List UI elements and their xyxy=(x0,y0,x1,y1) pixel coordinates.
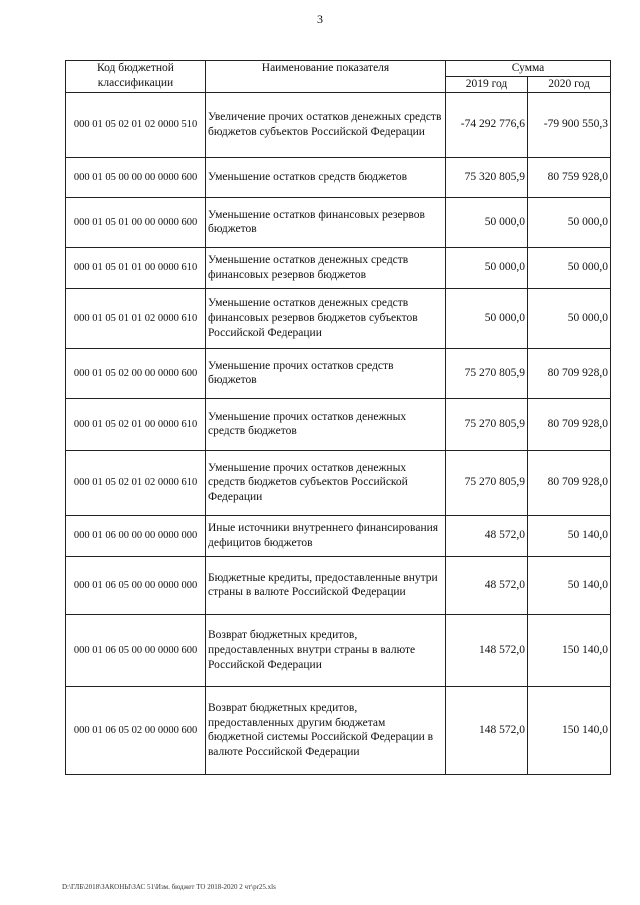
row-code: 000 01 06 05 00 00 0000 600 xyxy=(66,614,206,686)
row-name: Уменьшение остатков средств бюджетов xyxy=(206,157,446,197)
table-row xyxy=(66,398,611,450)
row-value-2020: 50 140,0 xyxy=(528,556,611,614)
row-value-2020: 50 140,0 xyxy=(528,515,611,556)
row-code: 000 01 05 01 01 02 0000 610 xyxy=(66,288,206,348)
row-value-2020: 80 709 928,0 xyxy=(528,348,611,398)
row-value-2019: 48 572,0 xyxy=(446,515,528,556)
row-code: 000 01 05 01 01 00 0000 610 xyxy=(66,247,206,288)
table-row xyxy=(66,556,611,614)
row-value-2020: 50 000,0 xyxy=(528,288,611,348)
header-name: Наименование показателя xyxy=(206,61,446,93)
row-name: Возврат бюджетных кредитов, предоставленных другим бюджетам бюджетной системы Российской Федерации в валюте Российской Федерации xyxy=(206,686,446,774)
row-value-2019: 50 000,0 xyxy=(446,288,528,348)
budget-table xyxy=(65,60,611,775)
row-code: 000 01 05 02 00 00 0000 600 xyxy=(66,348,206,398)
row-value-2020: 50 000,0 xyxy=(528,247,611,288)
row-name: Бюджетные кредиты, предоставленные внутри страны в валюте Российской Федерации xyxy=(206,556,446,614)
row-value-2020: 80 709 928,0 xyxy=(528,450,611,515)
row-value-2020: 150 140,0 xyxy=(528,686,611,774)
row-name: Уменьшение остатков денежных средств финансовых резервов бюджетов xyxy=(206,247,446,288)
row-value-2019: -74 292 776,6 xyxy=(446,92,528,157)
row-name: Возврат бюджетных кредитов, предоставленных внутри страны в валюте Российской Федерации xyxy=(206,614,446,686)
row-code: 000 01 05 02 01 02 0000 510 xyxy=(66,92,206,157)
row-name: Уменьшение остатков финансовых резервов бюджетов xyxy=(206,197,446,247)
row-value-2020: -79 900 550,3 xyxy=(528,92,611,157)
row-value-2019: 50 000,0 xyxy=(446,197,528,247)
row-name: Уменьшение прочих остатков денежных средств бюджетов субъектов Российской Федерации xyxy=(206,450,446,515)
header-code: Код бюджетной классификации xyxy=(66,61,206,93)
table-row xyxy=(66,197,611,247)
row-value-2019: 75 270 805,9 xyxy=(446,450,528,515)
row-value-2019: 148 572,0 xyxy=(446,614,528,686)
header-year-2020: 2020 год xyxy=(528,77,611,93)
footer-file-path: D:\ГЛБ\2018\ЗАКОНЫ\ЗАС 51\Изм. бюджет ТО 2018-2020 2 чт\pr25.xls xyxy=(62,883,276,891)
row-value-2020: 80 759 928,0 xyxy=(528,157,611,197)
table-row xyxy=(66,515,611,556)
table-row xyxy=(66,614,611,686)
row-code: 000 01 06 00 00 00 0000 000 xyxy=(66,515,206,556)
row-value-2019: 75 270 805,9 xyxy=(446,348,528,398)
table-row xyxy=(66,157,611,197)
row-code: 000 01 06 05 02 00 0000 600 xyxy=(66,686,206,774)
row-code: 000 01 05 01 00 00 0000 600 xyxy=(66,197,206,247)
row-name: Уменьшение остатков денежных средств финансовых резервов бюджетов субъектов Российской Федерации xyxy=(206,288,446,348)
row-value-2020: 50 000,0 xyxy=(528,197,611,247)
row-code: 000 01 06 05 00 00 0000 000 xyxy=(66,556,206,614)
row-name: Иные источники внутреннего финансирования дефицитов бюджетов xyxy=(206,515,446,556)
table-row xyxy=(66,92,611,157)
table-row xyxy=(66,348,611,398)
table-row xyxy=(66,450,611,515)
header-year-2019: 2019 год xyxy=(446,77,528,93)
row-name: Увеличение прочих остатков денежных средств бюджетов субъектов Российской Федерации xyxy=(206,92,446,157)
page-number: 3 xyxy=(317,12,323,26)
table-row xyxy=(66,686,611,774)
row-value-2019: 148 572,0 xyxy=(446,686,528,774)
row-value-2019: 48 572,0 xyxy=(446,556,528,614)
table-row xyxy=(66,288,611,348)
row-value-2019: 75 320 805,9 xyxy=(446,157,528,197)
row-code: 000 01 05 02 01 00 0000 610 xyxy=(66,398,206,450)
row-value-2020: 150 140,0 xyxy=(528,614,611,686)
row-code: 000 01 05 00 00 00 0000 600 xyxy=(66,157,206,197)
row-name: Уменьшение прочих остатков денежных средств бюджетов xyxy=(206,398,446,450)
header-sum: Сумма xyxy=(446,61,611,77)
table-row xyxy=(66,247,611,288)
row-value-2020: 80 709 928,0 xyxy=(528,398,611,450)
row-value-2019: 50 000,0 xyxy=(446,247,528,288)
row-name: Уменьшение прочих остатков средств бюджетов xyxy=(206,348,446,398)
row-value-2019: 75 270 805,9 xyxy=(446,398,528,450)
row-code: 000 01 05 02 01 02 0000 610 xyxy=(66,450,206,515)
